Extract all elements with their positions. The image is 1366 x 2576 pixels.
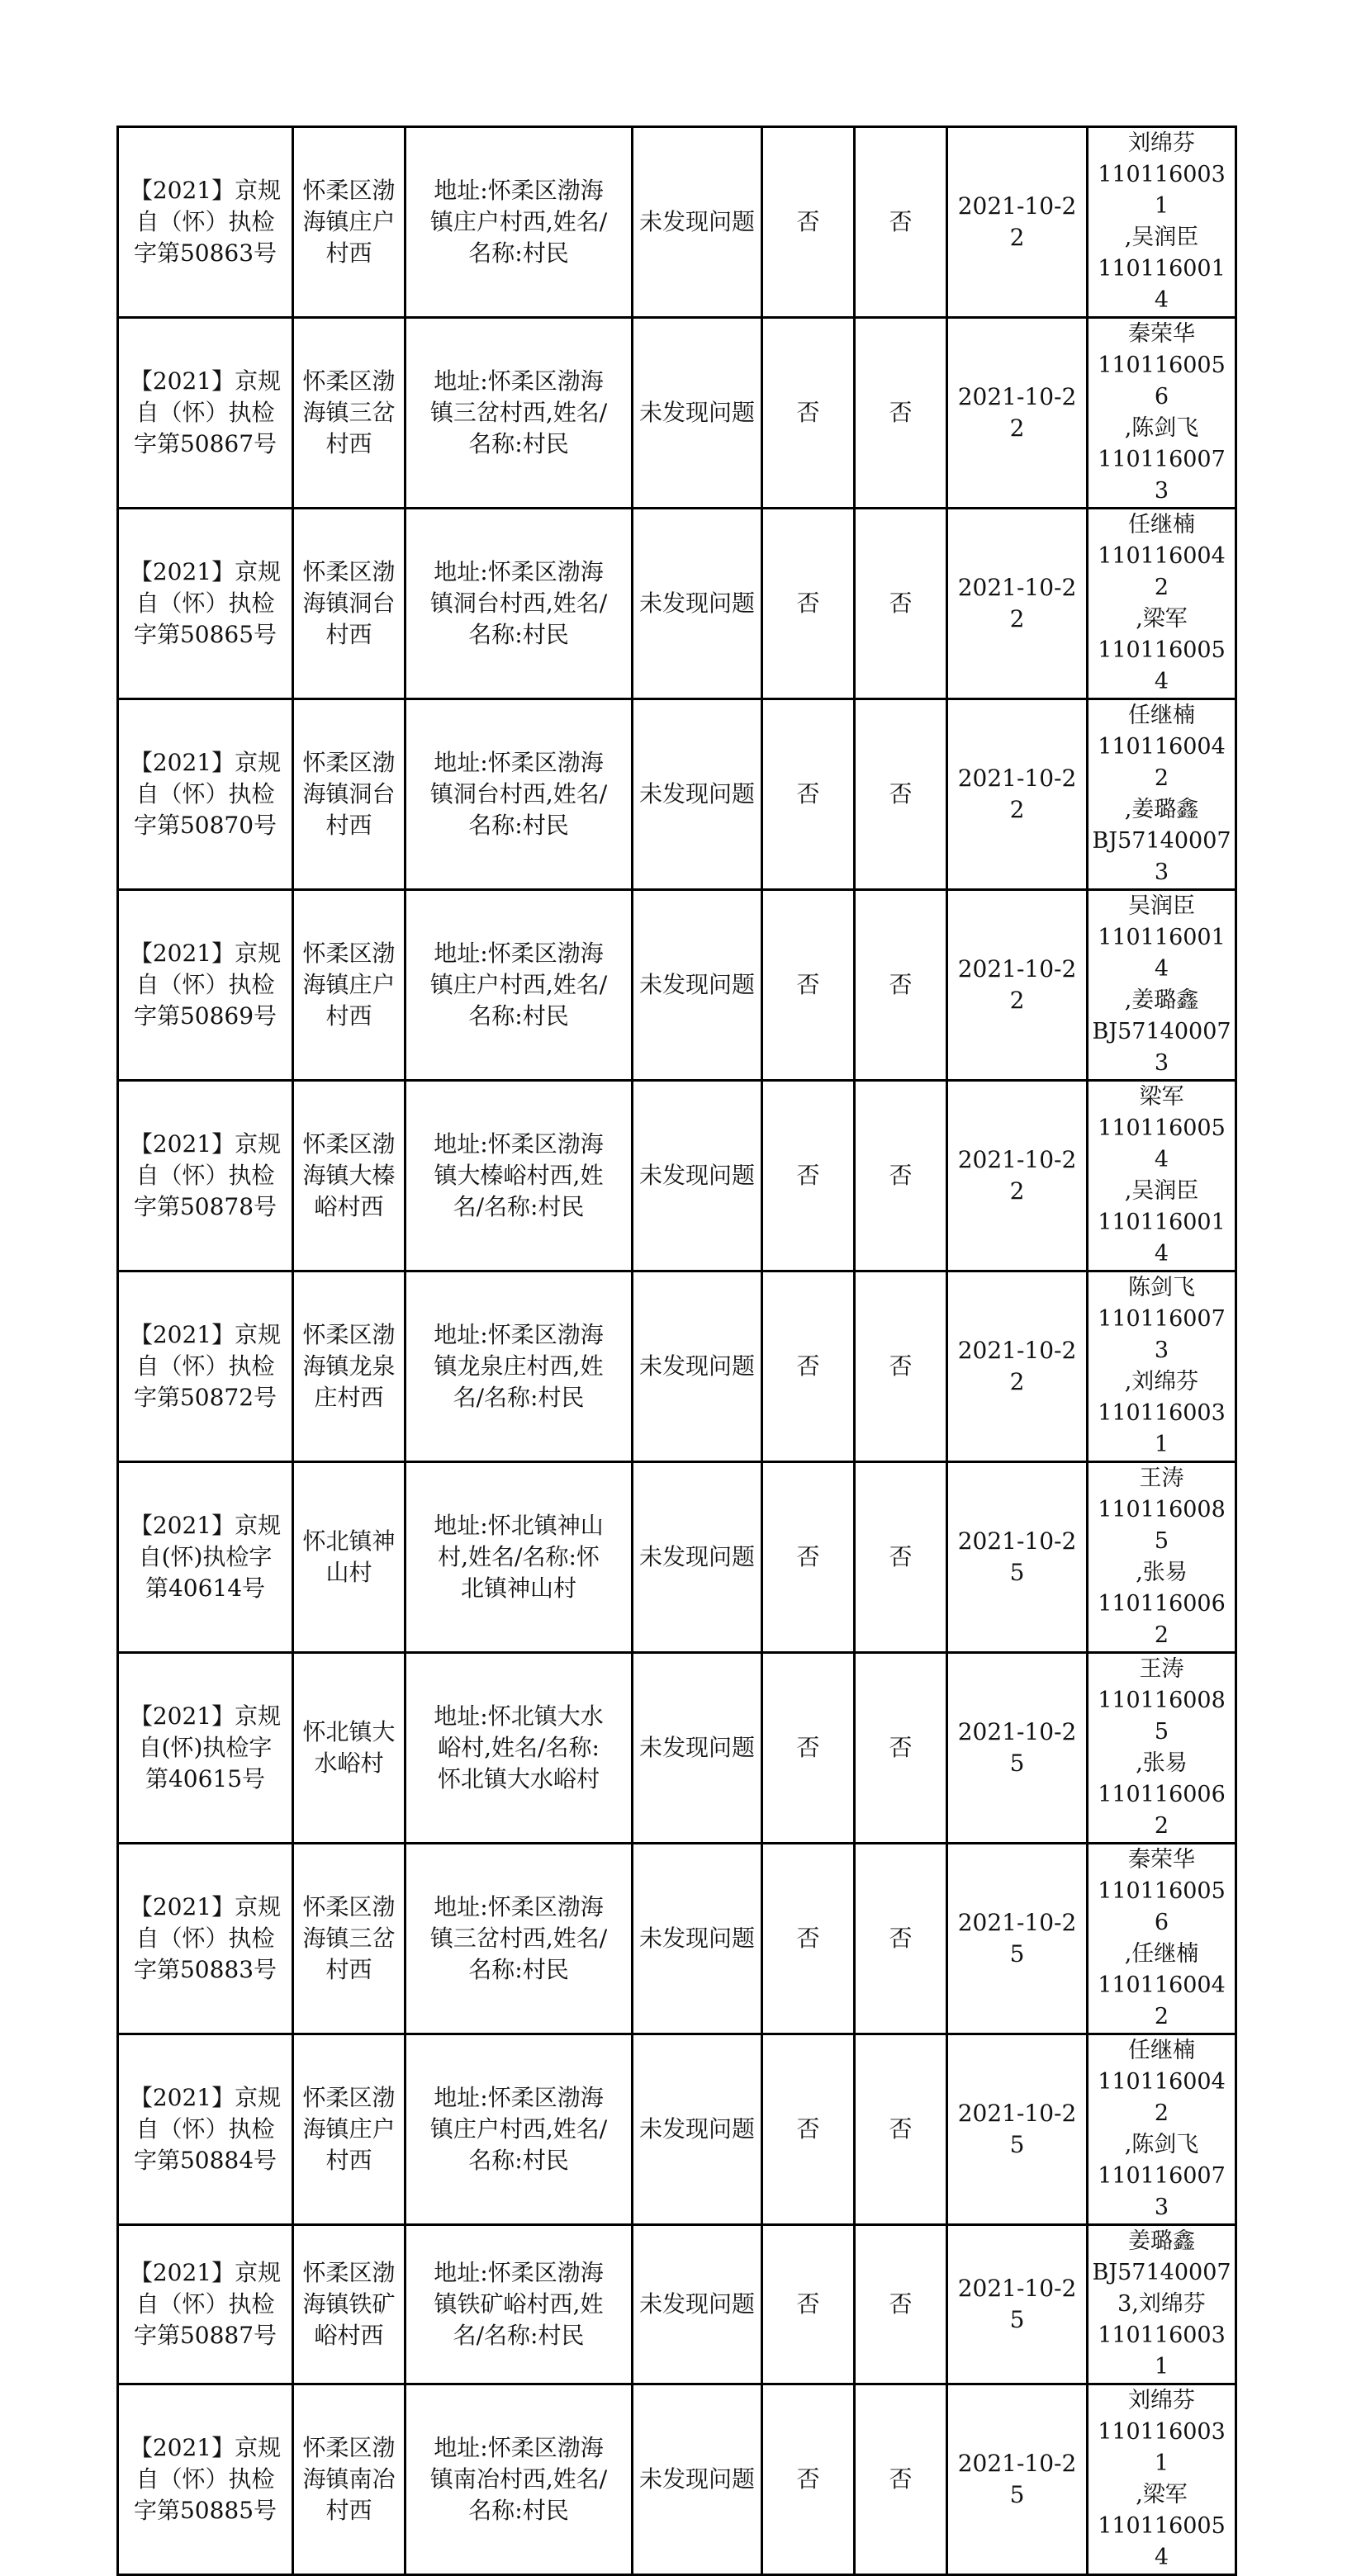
date-cell: 2021-10-25 xyxy=(947,1653,1088,1844)
inspectors-line: 1101160014 xyxy=(1098,1210,1226,1267)
date-cell: 2021-10-25 xyxy=(947,2384,1088,2575)
date-cell: 2021-10-25 xyxy=(947,1844,1088,2034)
case-number-line: 【2021】京规 xyxy=(129,2259,282,2286)
case-number-line: 自(怀)执检字 xyxy=(138,1734,273,1761)
location-line: 村西 xyxy=(325,430,372,457)
location-line: 怀柔区渤 xyxy=(302,749,396,776)
location-cell xyxy=(293,1271,406,1462)
case-number-cell xyxy=(118,1844,293,2034)
case-number-line: 自（怀）执检 xyxy=(135,1925,275,1952)
location-line: 怀柔区渤 xyxy=(302,558,396,585)
inspectors-line: 刘绵芬 xyxy=(1128,2388,1195,2413)
inspection-records-table xyxy=(116,125,1237,2576)
flag-cell: 否 xyxy=(762,1081,855,1271)
inspectors-line: 1101160042 xyxy=(1098,1972,1226,2029)
inspectors-line: ,吴润臣 xyxy=(1124,225,1199,250)
location-line: 海镇庄户 xyxy=(302,208,396,235)
date-cell: 2021-10-22 xyxy=(947,699,1088,890)
inspectors-line: 3 xyxy=(1154,859,1169,885)
inspectors-line: 1101160031 xyxy=(1098,2419,1226,2476)
location-line: 村西 xyxy=(325,2497,372,2524)
location-line: 海镇龙泉 xyxy=(302,1352,396,1380)
inspectors-line: 1101160042 xyxy=(1098,2069,1226,2126)
case-number-cell xyxy=(118,1653,293,1844)
party-line: 地址:怀北镇大水 xyxy=(434,1702,604,1730)
location-line: 怀柔区渤 xyxy=(302,177,396,204)
table-row xyxy=(118,699,1236,890)
inspectors-cell xyxy=(1088,1271,1236,1462)
case-number-line: 【2021】京规 xyxy=(129,749,282,776)
location-cell xyxy=(293,318,406,509)
location-line: 村西 xyxy=(325,2147,372,2174)
inspectors-line: 1101160042 xyxy=(1098,734,1226,791)
location-cell xyxy=(293,1081,406,1271)
date-cell: 2021-10-22 xyxy=(947,509,1088,699)
party-line: 名称:村民 xyxy=(468,2147,569,2174)
location-cell xyxy=(293,127,406,318)
location-cell xyxy=(293,1653,406,1844)
location-line: 峪村西 xyxy=(314,2322,384,2349)
inspectors-line: 姜璐鑫 xyxy=(1128,2228,1195,2254)
case-number-line: 【2021】京规 xyxy=(129,1512,282,1539)
location-line: 怀柔区渤 xyxy=(302,1321,396,1348)
inspectors-line: 1101160062 xyxy=(1098,1782,1226,1839)
party-line: 地址:怀柔区渤海 xyxy=(434,367,604,395)
case-number-line: 自(怀)执检字 xyxy=(138,1543,273,1570)
inspectors-cell xyxy=(1088,318,1236,509)
party-line: 地址:怀柔区渤海 xyxy=(434,1130,604,1158)
party-line: 名称:村民 xyxy=(468,430,569,457)
location-line: 怀柔区渤 xyxy=(302,2259,396,2286)
inspectors-cell xyxy=(1088,1653,1236,1844)
location-line: 海镇铁矿 xyxy=(302,2290,396,2318)
flag-cell: 否 xyxy=(762,2384,855,2575)
inspectors-line: 1101160073 xyxy=(1098,2163,1226,2220)
date-cell: 2021-10-22 xyxy=(947,1271,1088,1462)
table-row xyxy=(118,1462,1236,1653)
party-cell xyxy=(406,1081,633,1271)
party-line: 地址:怀柔区渤海 xyxy=(434,1321,604,1348)
party-cell xyxy=(406,318,633,509)
inspectors-line: ,陈剑飞 xyxy=(1124,2132,1199,2157)
flag-cell: 否 xyxy=(855,1081,947,1271)
party-line: 名称:村民 xyxy=(468,1956,569,1983)
location-line: 海镇三岔 xyxy=(302,399,396,426)
location-line: 峪村西 xyxy=(314,1193,384,1220)
case-number-line: 字第50884号 xyxy=(133,2147,277,2174)
flag-cell: 否 xyxy=(855,1844,947,2034)
flag-cell: 否 xyxy=(762,2034,855,2225)
case-number-line: 自（怀）执检 xyxy=(135,1352,275,1380)
inspectors-line: ,张易 xyxy=(1136,1750,1188,1776)
case-number-line: 【2021】京规 xyxy=(129,2434,282,2461)
party-cell xyxy=(406,699,633,890)
flag-cell: 否 xyxy=(762,1462,855,1653)
inspectors-cell xyxy=(1088,1081,1236,1271)
case-number-line: 【2021】京规 xyxy=(129,1130,282,1158)
case-number-cell xyxy=(118,2034,293,2225)
case-number-line: 【2021】京规 xyxy=(129,558,282,585)
inspectors-line: 陈剑飞 xyxy=(1128,1275,1195,1300)
location-line: 村西 xyxy=(325,812,372,839)
location-line: 海镇洞台 xyxy=(302,780,396,807)
location-line: 海镇三岔 xyxy=(302,1925,396,1952)
party-line: 镇铁矿峪村西,姓 xyxy=(434,2290,604,2318)
party-line: 北镇神山村 xyxy=(460,1574,576,1602)
case-number-line: 字第50887号 xyxy=(133,2322,277,2349)
case-number-line: 第40614号 xyxy=(145,1574,266,1602)
inspectors-line: 1101160031 xyxy=(1098,1400,1226,1457)
result-cell: 未发现问题 xyxy=(633,509,762,699)
location-line: 村西 xyxy=(325,1956,372,1983)
case-number-line: 自（怀）执检 xyxy=(135,208,275,235)
flag-cell: 否 xyxy=(762,1653,855,1844)
location-cell xyxy=(293,509,406,699)
flag-cell: 否 xyxy=(855,127,947,318)
case-number-line: 字第50870号 xyxy=(133,812,277,839)
date-cell: 2021-10-22 xyxy=(947,1081,1088,1271)
location-line: 海镇洞台 xyxy=(302,590,396,617)
inspectors-line: BJ57140007 xyxy=(1092,828,1231,854)
result-cell: 未发现问题 xyxy=(633,1081,762,1271)
location-line: 怀柔区渤 xyxy=(302,1130,396,1158)
case-number-line: 自（怀）执检 xyxy=(135,590,275,617)
location-line: 村西 xyxy=(325,1002,372,1030)
inspectors-line: 王涛 xyxy=(1139,1656,1184,1682)
location-line: 怀北镇大 xyxy=(302,1718,396,1745)
flag-cell: 否 xyxy=(762,1844,855,2034)
inspectors-line: 任继楠 xyxy=(1128,2038,1195,2063)
party-cell xyxy=(406,1462,633,1653)
table-row xyxy=(118,2225,1236,2384)
party-line: 镇庄户村西,姓名/ xyxy=(429,971,608,998)
party-line: 名/名称:村民 xyxy=(453,2322,585,2349)
party-line: 镇庄户村西,姓名/ xyxy=(429,2115,608,2143)
case-number-line: 自（怀）执检 xyxy=(135,971,275,998)
case-number-cell xyxy=(118,1462,293,1653)
date-cell: 2021-10-25 xyxy=(947,2225,1088,2384)
inspectors-line: 秦荣华 xyxy=(1128,321,1195,347)
table-row xyxy=(118,1271,1236,1462)
case-number-line: 字第50885号 xyxy=(133,2497,277,2524)
table-row xyxy=(118,1081,1236,1271)
party-line: 名称:村民 xyxy=(468,239,569,267)
case-number-cell xyxy=(118,2384,293,2575)
party-line: 地址:怀柔区渤海 xyxy=(434,558,604,585)
party-line: 地址:怀柔区渤海 xyxy=(434,2434,604,2461)
party-cell xyxy=(406,1653,633,1844)
result-cell: 未发现问题 xyxy=(633,2384,762,2575)
party-line: 地址:怀柔区渤海 xyxy=(434,749,604,776)
location-line: 怀柔区渤 xyxy=(302,1893,396,1920)
case-number-line: 自（怀）执检 xyxy=(135,399,275,426)
inspectors-line: BJ57140007 xyxy=(1092,1019,1231,1044)
inspectors-line: ,刘绵芬 xyxy=(1124,1369,1199,1395)
inspectors-line: ,梁军 xyxy=(1136,606,1188,632)
table-row xyxy=(118,2384,1236,2575)
flag-cell: 否 xyxy=(855,318,947,509)
flag-cell: 否 xyxy=(855,2225,947,2384)
flag-cell: 否 xyxy=(855,2384,947,2575)
inspectors-line: ,任继楠 xyxy=(1124,1941,1199,1967)
flag-cell: 否 xyxy=(855,1653,947,1844)
inspectors-line: 王涛 xyxy=(1139,1466,1184,1491)
party-line: 名/名称:村民 xyxy=(453,1193,585,1220)
inspectors-cell xyxy=(1088,2384,1236,2575)
result-cell: 未发现问题 xyxy=(633,1653,762,1844)
inspectors-line: ,陈剑飞 xyxy=(1124,415,1199,441)
case-number-cell xyxy=(118,890,293,1081)
inspectors-line: 1101160085 xyxy=(1098,1497,1226,1554)
party-line: 名/名称:村民 xyxy=(453,1384,585,1411)
location-line: 海镇南冶 xyxy=(302,2465,396,2493)
inspectors-line: 梁军 xyxy=(1139,1084,1184,1110)
location-line: 水峪村 xyxy=(314,1750,384,1777)
location-line: 怀柔区渤 xyxy=(302,2084,396,2111)
inspectors-cell xyxy=(1088,699,1236,890)
result-cell: 未发现问题 xyxy=(633,1271,762,1462)
location-cell xyxy=(293,1844,406,2034)
flag-cell: 否 xyxy=(855,2034,947,2225)
inspectors-line: 1101160031 xyxy=(1098,162,1226,219)
flag-cell: 否 xyxy=(762,2225,855,2384)
result-cell: 未发现问题 xyxy=(633,318,762,509)
inspectors-line: ,张易 xyxy=(1136,1560,1188,1585)
inspectors-cell xyxy=(1088,2225,1236,2384)
table-row xyxy=(118,890,1236,1081)
case-number-line: 字第50865号 xyxy=(133,621,277,648)
result-cell: 未发现问题 xyxy=(633,890,762,1081)
date-cell: 2021-10-22 xyxy=(947,890,1088,1081)
case-number-line: 字第50872号 xyxy=(133,1384,277,1411)
location-line: 海镇庄户 xyxy=(302,2115,396,2143)
table-body xyxy=(118,127,1236,2575)
party-line: 名称:村民 xyxy=(468,621,569,648)
case-number-line: 【2021】京规 xyxy=(129,1702,282,1730)
party-line: 村,姓名/名称:怀 xyxy=(438,1543,600,1570)
location-line: 庄村西 xyxy=(314,1384,384,1411)
case-number-line: 自（怀）执检 xyxy=(135,2115,275,2143)
table-row xyxy=(118,2034,1236,2225)
inspectors-line: 任继楠 xyxy=(1128,703,1195,728)
party-line: 地址:怀柔区渤海 xyxy=(434,2084,604,2111)
case-number-line: 第40615号 xyxy=(145,1765,266,1792)
flag-cell: 否 xyxy=(855,1462,947,1653)
party-line: 名称:村民 xyxy=(468,812,569,839)
inspectors-line: 任继楠 xyxy=(1128,512,1195,537)
case-number-cell xyxy=(118,509,293,699)
flag-cell: 否 xyxy=(855,1271,947,1462)
inspectors-line: 吴润臣 xyxy=(1128,893,1195,919)
case-number-line: 自（怀）执检 xyxy=(135,1162,275,1189)
inspectors-line: 1101160073 xyxy=(1098,447,1226,504)
inspectors-line: 1101160062 xyxy=(1098,1591,1226,1648)
date-cell: 2021-10-25 xyxy=(947,1462,1088,1653)
case-number-line: 【2021】京规 xyxy=(129,2084,282,2111)
party-cell xyxy=(406,509,633,699)
result-cell: 未发现问题 xyxy=(633,1462,762,1653)
party-line: 镇庄户村西,姓名/ xyxy=(429,208,608,235)
flag-cell: 否 xyxy=(762,318,855,509)
flag-cell: 否 xyxy=(762,127,855,318)
party-line: 怀北镇大水峪村 xyxy=(437,1765,600,1792)
inspectors-line: 3 xyxy=(1154,1050,1169,1076)
party-line: 镇洞台村西,姓名/ xyxy=(429,780,608,807)
date-cell: 2021-10-22 xyxy=(947,318,1088,509)
case-number-line: 自（怀）执检 xyxy=(135,780,275,807)
case-number-line: 字第50883号 xyxy=(133,1956,277,1983)
case-number-line: 字第50869号 xyxy=(133,1002,277,1030)
inspectors-cell xyxy=(1088,2034,1236,2225)
location-line: 怀柔区渤 xyxy=(302,2434,396,2461)
inspectors-cell xyxy=(1088,890,1236,1081)
location-line: 村西 xyxy=(325,621,372,648)
inspectors-line: 1101160073 xyxy=(1098,1306,1226,1363)
party-cell xyxy=(406,2034,633,2225)
inspectors-cell xyxy=(1088,509,1236,699)
inspectors-line: 1101160014 xyxy=(1098,925,1226,982)
result-cell: 未发现问题 xyxy=(633,2225,762,2384)
inspectors-line: 秦荣华 xyxy=(1128,1847,1195,1873)
flag-cell: 否 xyxy=(855,699,947,890)
location-line: 怀柔区渤 xyxy=(302,940,396,967)
inspectors-line: 1101160056 xyxy=(1098,353,1226,410)
flag-cell: 否 xyxy=(762,890,855,1081)
inspectors-line: 3,刘绵芬 xyxy=(1117,2291,1206,2317)
party-line: 名称:村民 xyxy=(468,2497,569,2524)
case-number-cell xyxy=(118,318,293,509)
result-cell: 未发现问题 xyxy=(633,699,762,890)
inspectors-line: 1101160031 xyxy=(1098,2323,1226,2379)
case-number-line: 自（怀）执检 xyxy=(135,2465,275,2493)
flag-cell: 否 xyxy=(762,699,855,890)
party-line: 地址:怀柔区渤海 xyxy=(434,940,604,967)
case-number-line: 【2021】京规 xyxy=(129,1893,282,1920)
party-line: 地址:怀柔区渤海 xyxy=(434,2259,604,2286)
location-cell xyxy=(293,1462,406,1653)
inspectors-line: 1101160054 xyxy=(1098,1115,1226,1172)
inspectors-line: ,姜璐鑫 xyxy=(1124,797,1199,822)
case-number-cell xyxy=(118,699,293,890)
case-number-line: 字第50867号 xyxy=(133,430,277,457)
party-line: 镇大榛峪村西,姓 xyxy=(434,1162,604,1189)
case-number-line: 【2021】京规 xyxy=(129,1321,282,1348)
location-cell xyxy=(293,2384,406,2575)
party-line: 名称:村民 xyxy=(468,1002,569,1030)
inspectors-cell xyxy=(1088,1844,1236,2034)
inspectors-line: ,姜璐鑫 xyxy=(1124,987,1199,1013)
party-cell xyxy=(406,127,633,318)
result-cell: 未发现问题 xyxy=(633,127,762,318)
result-cell: 未发现问题 xyxy=(633,1844,762,2034)
result-cell: 未发现问题 xyxy=(633,2034,762,2225)
table-row xyxy=(118,1844,1236,2034)
inspectors-line: 1101160014 xyxy=(1098,256,1226,313)
case-number-cell xyxy=(118,1271,293,1462)
case-number-line: 【2021】京规 xyxy=(129,367,282,395)
party-line: 镇三岔村西,姓名/ xyxy=(429,399,608,426)
case-number-line: 字第50878号 xyxy=(133,1193,277,1220)
table-row xyxy=(118,509,1236,699)
location-line: 山村 xyxy=(325,1559,372,1586)
case-number-cell xyxy=(118,1081,293,1271)
flag-cell: 否 xyxy=(762,509,855,699)
date-cell: 2021-10-22 xyxy=(947,127,1088,318)
location-line: 怀北镇神 xyxy=(302,1527,396,1555)
party-line: 镇南冶村西,姓名/ xyxy=(429,2465,608,2493)
inspectors-line: 1101160056 xyxy=(1098,1878,1226,1935)
case-number-line: 自（怀）执检 xyxy=(135,2290,275,2318)
inspectors-line: ,梁军 xyxy=(1136,2482,1188,2507)
location-line: 海镇庄户 xyxy=(302,971,396,998)
location-cell xyxy=(293,890,406,1081)
party-line: 镇洞台村西,姓名/ xyxy=(429,590,608,617)
party-cell xyxy=(406,2384,633,2575)
party-line: 地址:怀柔区渤海 xyxy=(434,1893,604,1920)
date-cell: 2021-10-25 xyxy=(947,2034,1088,2225)
party-cell xyxy=(406,1271,633,1462)
location-line: 村西 xyxy=(325,239,372,267)
case-number-line: 【2021】京规 xyxy=(129,940,282,967)
flag-cell: 否 xyxy=(855,890,947,1081)
case-number-line: 【2021】京规 xyxy=(129,177,282,204)
location-line: 海镇大榛 xyxy=(302,1162,396,1189)
inspectors-line: 1101160085 xyxy=(1098,1688,1226,1745)
party-line: 镇三岔村西,姓名/ xyxy=(429,1925,608,1952)
inspectors-cell xyxy=(1088,127,1236,318)
party-line: 峪村,姓名/名称: xyxy=(438,1734,600,1761)
party-cell xyxy=(406,2225,633,2384)
inspectors-line: 刘绵芬 xyxy=(1128,130,1195,156)
flag-cell: 否 xyxy=(762,1271,855,1462)
inspectors-line: 1101160054 xyxy=(1098,2513,1226,2570)
location-cell xyxy=(293,699,406,890)
location-cell xyxy=(293,2225,406,2384)
inspectors-line: 1101160054 xyxy=(1098,637,1226,694)
inspectors-line: 1101160042 xyxy=(1098,543,1226,600)
party-line: 地址:怀柔区渤海 xyxy=(434,177,604,204)
case-number-cell xyxy=(118,2225,293,2384)
inspectors-line: BJ57140007 xyxy=(1092,2260,1231,2285)
table-row xyxy=(118,1653,1236,1844)
flag-cell: 否 xyxy=(855,509,947,699)
case-number-cell xyxy=(118,127,293,318)
location-cell xyxy=(293,2034,406,2225)
party-cell xyxy=(406,1844,633,2034)
table-row xyxy=(118,318,1236,509)
table-row xyxy=(118,127,1236,318)
inspectors-line: ,吴润臣 xyxy=(1124,1178,1199,1204)
case-number-line: 字第50863号 xyxy=(133,239,277,267)
party-line: 地址:怀北镇神山 xyxy=(434,1512,604,1539)
party-cell xyxy=(406,890,633,1081)
inspectors-cell xyxy=(1088,1462,1236,1653)
location-line: 怀柔区渤 xyxy=(302,367,396,395)
party-line: 镇龙泉庄村西,姓 xyxy=(434,1352,604,1380)
